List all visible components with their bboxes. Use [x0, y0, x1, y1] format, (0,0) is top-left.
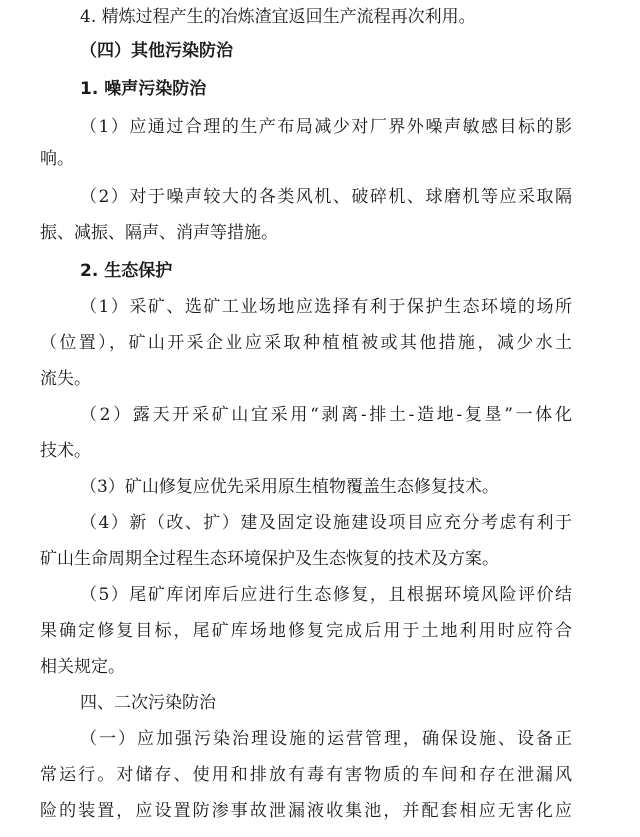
subsection-heading: 2. 生态保护: [80, 261, 173, 281]
chapter-heading: 四、二次污染防治: [80, 693, 216, 713]
paragraph-line: （1）应通过合理的生产布局减少对厂界外噪声敏感目标的影: [80, 117, 572, 137]
paragraph-line: （位置），矿山开采企业应采取种植植被或其他措施，减少水土: [40, 333, 572, 353]
paragraph-line: （2）对于噪声较大的各类风机、破碎机、球磨机等应采取隔: [80, 187, 572, 207]
paragraph-line: （3）矿山修复应优先采用原生植物覆盖生态修复技术。: [80, 477, 499, 497]
paragraph-line: 流失。: [40, 369, 91, 389]
paragraph-line: 矿山生命周期全过程生态环境保护及生态恢复的技术及方案。: [40, 549, 499, 569]
paragraph-line: 险的装置，应设置防渗事故泄漏液收集池，并配套相应无害化应: [40, 801, 572, 821]
paragraph-line: （4）新（改、扩）建及固定设施建设项目应充分考虑有利于: [80, 513, 572, 533]
paragraph-line: （1）采矿、选矿工业场地应选择有利于保护生态环境的场所: [80, 297, 572, 317]
subsection-heading: 1. 噪声污染防治: [80, 79, 207, 99]
paragraph-line: （2）露天开采矿山宜采用“剥离-排土-造地-复垦”一体化: [80, 405, 572, 425]
section-heading: （四）其他污染防治: [80, 41, 233, 61]
paragraph-line: 技术。: [40, 441, 91, 461]
paragraph-line: （5）尾矿库闭库后应进行生态修复，且根据环境风险评价结: [80, 585, 572, 605]
paragraph-line: 果确定修复目标，尾矿库场地修复完成后用于土地利用时应符合: [40, 621, 572, 641]
paragraph-line: 常运行。对储存、使用和排放有毒有害物质的车间和存在泄漏风: [40, 765, 572, 785]
paragraph-line: 振、减振、隔声、消声等措施。: [40, 223, 278, 243]
paragraph-line: 4. 精炼过程产生的冶炼渣宜返回生产流程再次利用。: [80, 7, 476, 27]
paragraph-line: （一）应加强污染治理设施的运营管理，确保设施、设备正: [80, 729, 572, 749]
paragraph-line: 响。: [40, 149, 74, 169]
paragraph-line: 相关规定。: [40, 657, 125, 677]
